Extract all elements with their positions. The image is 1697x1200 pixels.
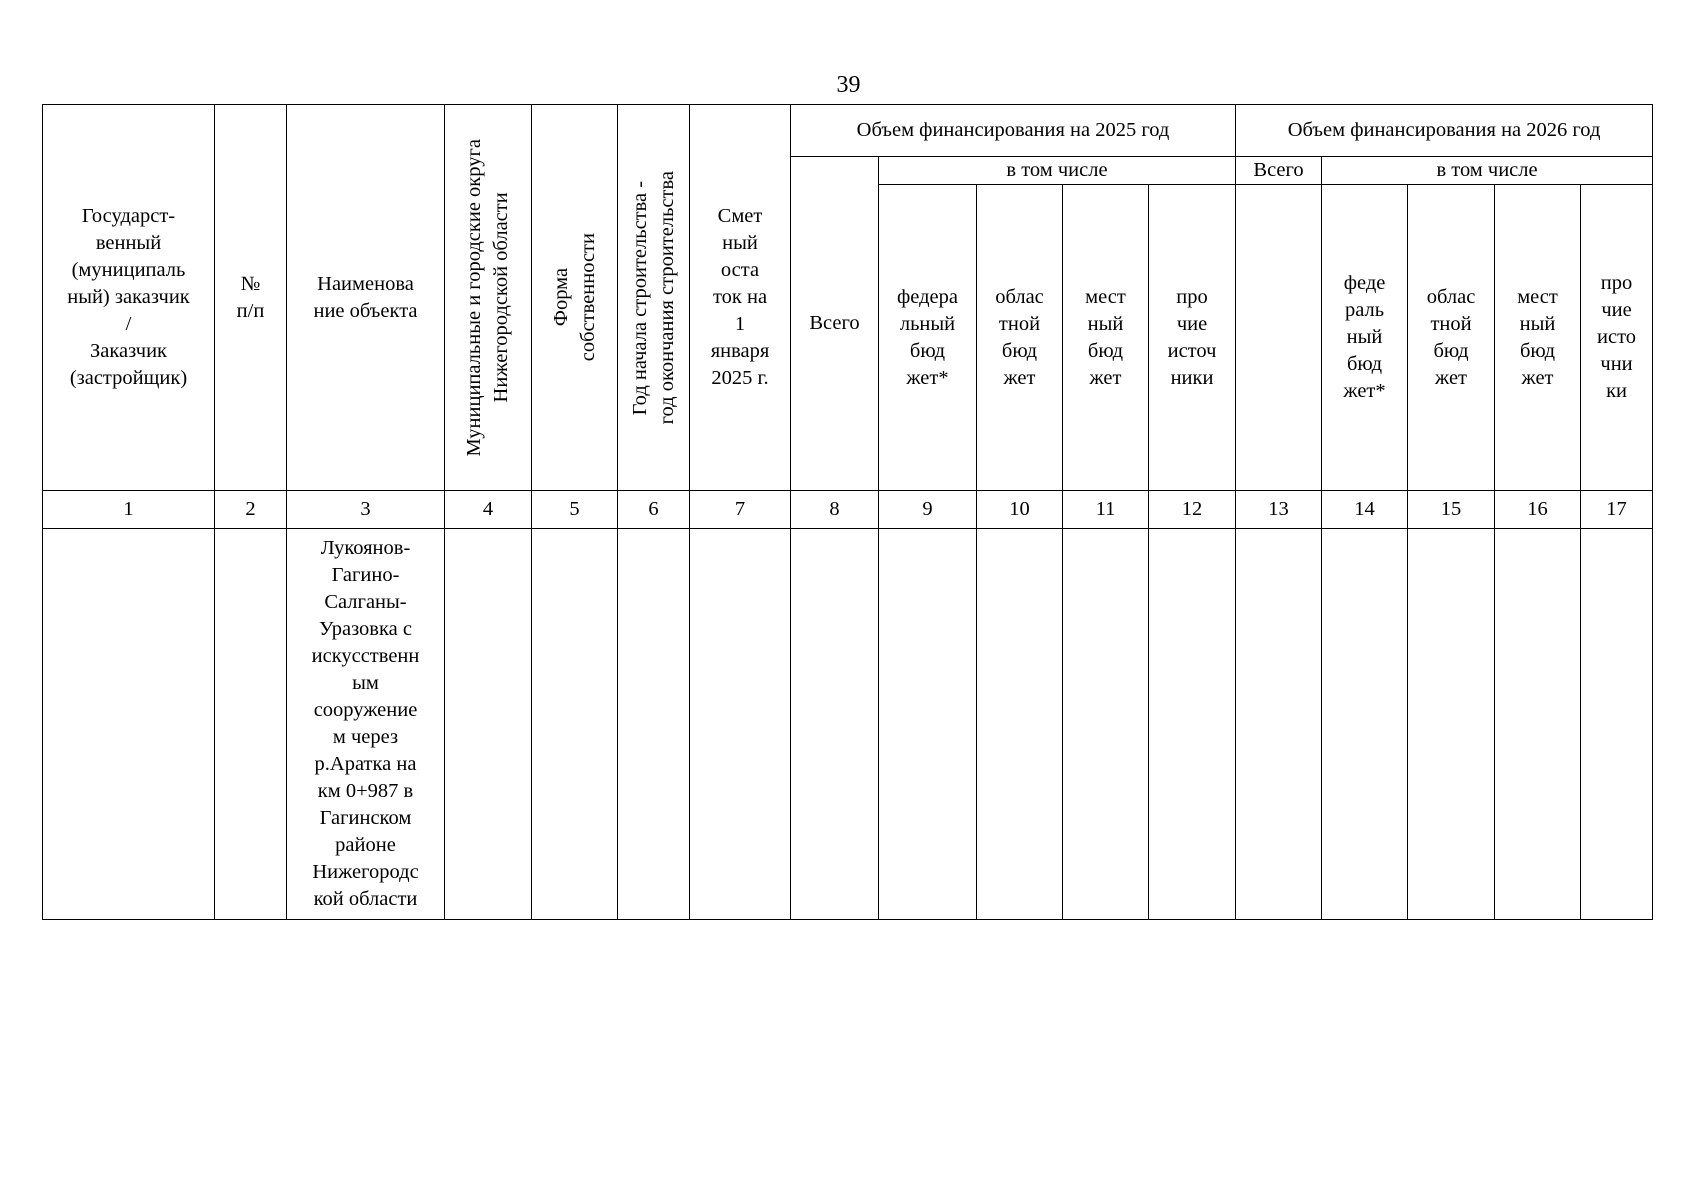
- header-regional-2026: облас тной бюд жет: [1408, 185, 1495, 491]
- header-other-2026: про чие исто чни ки: [1581, 185, 1653, 491]
- header-districts-cell: [445, 105, 532, 491]
- funding-table: [42, 104, 1653, 920]
- column-number: 11: [1063, 491, 1149, 529]
- column-number: 12: [1149, 491, 1236, 529]
- column-number: 4: [445, 491, 532, 529]
- table-row: [43, 529, 1653, 920]
- header-funding-2025: Объем финансирования на 2025 год: [791, 105, 1236, 157]
- header-other-2025: про чие источ ники: [1149, 185, 1236, 491]
- header-including-2025: в том числе: [879, 157, 1236, 185]
- column-number: 15: [1408, 491, 1495, 529]
- cell-number: [215, 529, 287, 920]
- column-number-row: [43, 491, 1653, 529]
- column-number: 1: [43, 491, 215, 529]
- header-funding-2026: Объем финансирования на 2026 год: [1236, 105, 1653, 157]
- cell-regional-2025: [977, 529, 1063, 920]
- column-number: 17: [1581, 491, 1653, 529]
- header-local-2026: мест ный бюд жет: [1495, 185, 1581, 491]
- column-number: 6: [618, 491, 690, 529]
- column-number: 9: [879, 491, 977, 529]
- header-ownership-cell: [532, 105, 618, 491]
- column-number: 2: [215, 491, 287, 529]
- column-number: 7: [690, 491, 791, 529]
- header-years: Год начала строительства - год окончания строительства: [628, 170, 678, 425]
- cell-local-2025: [1063, 529, 1149, 920]
- cell-object-name: Лукоянов- Гагино- Салганы- Уразовка с искусственн ым сооружение м через р.Аратка на км 0+987 в Гагинском районе Нижегородс кой области: [287, 529, 445, 920]
- header-number: № п/п: [215, 105, 287, 491]
- cell-regional-2026: [1408, 529, 1495, 920]
- cell-other-2025: [1149, 529, 1236, 920]
- column-number: 8: [791, 491, 879, 529]
- header-customer: Государст- венный (муниципаль ный) заказчик / Заказчик (застройщик): [43, 105, 215, 491]
- cell-ownership: [532, 529, 618, 920]
- cell-local-2026: [1495, 529, 1581, 920]
- header-object-name: Наименова ние объекта: [287, 105, 445, 491]
- cell-remaining: [690, 529, 791, 920]
- header-total-2025: Всего: [791, 157, 879, 491]
- cell-other-2026: [1581, 529, 1653, 920]
- header-total-2026: Всего: [1236, 157, 1322, 185]
- page-number: 39: [836, 72, 861, 98]
- column-number: 13: [1236, 491, 1322, 529]
- header-regional-2025: облас тной бюд жет: [977, 185, 1063, 491]
- header-including-2026: в том числе: [1322, 157, 1653, 185]
- cell-federal-2026: [1322, 529, 1408, 920]
- header-districts: Муниципальные и городские округа Нижегородской области: [463, 138, 512, 457]
- column-number: 3: [287, 491, 445, 529]
- column-number: 14: [1322, 491, 1408, 529]
- cell-districts: [445, 529, 532, 920]
- cell-years: [618, 529, 690, 920]
- header-remaining: Смет ный оста ток на 1 января 2025 г.: [690, 105, 791, 491]
- header-federal-2026: феде раль ный бюд жет*: [1322, 185, 1408, 491]
- column-number: 16: [1495, 491, 1581, 529]
- column-number: 5: [532, 491, 618, 529]
- cell-customer: [43, 529, 215, 920]
- column-number: 10: [977, 491, 1063, 529]
- header-ownership: Форма собственности: [549, 233, 599, 362]
- header-total-2026-blank: [1236, 185, 1322, 491]
- header-years-cell: [618, 105, 690, 491]
- cell-total-2025: [791, 529, 879, 920]
- header-federal-2025: федера льный бюд жет*: [879, 185, 977, 491]
- header-local-2025: мест ный бюд жет: [1063, 185, 1149, 491]
- cell-total-2026: [1236, 529, 1322, 920]
- cell-federal-2025: [879, 529, 977, 920]
